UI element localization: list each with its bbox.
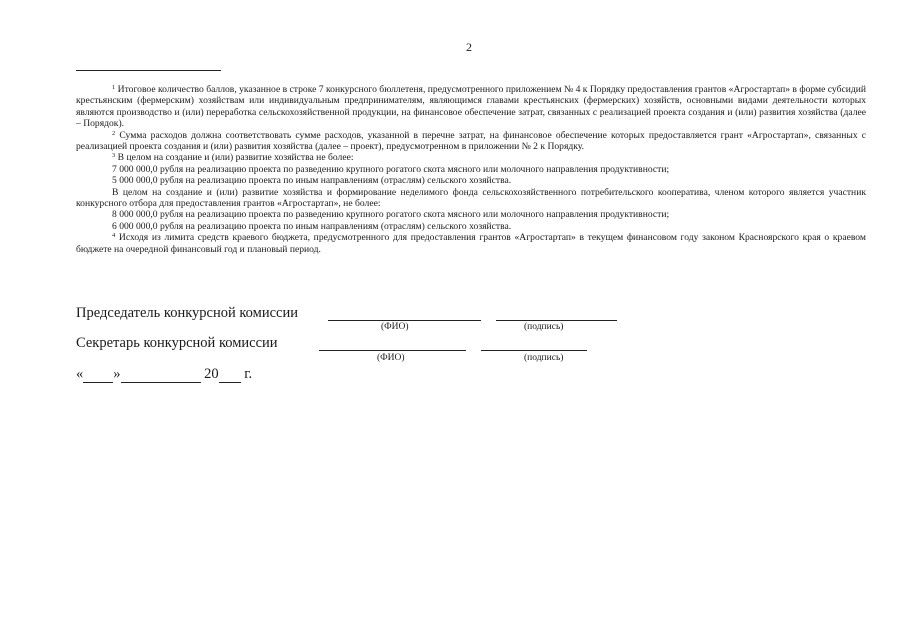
footnote-marker: 2: [112, 129, 116, 137]
month-blank[interactable]: [121, 368, 201, 383]
footnote-3: [76, 152, 866, 163]
footnote-line: 5 000 000,0 рубля на реализацию проекта по иным направлениям (отраслям) сельского хозяйства.: [112, 175, 512, 187]
date-line: [76, 366, 252, 383]
footnote-text: Итоговое количество баллов, указанное в строке 7 конкурсного бюллетеня, предусмотренного приложением № 4 к Порядку предоставления грантов «Агростартап» в форме субсидий крестьянским (фермерским) хозяйствам или индивидуальным предпринимателям, являющимся главами крестьянских (фермерских) хозяйств, основными видами деятельности которых являются производство и (или) переработка сельскохозяйственной продукции, на финансовое обеспечение затрат, связанных с реализацией проекта создания и (или) развития хозяйства (далее – Порядок).: [76, 84, 866, 130]
footnote-separator: [76, 70, 221, 71]
footnote-marker: 4: [112, 232, 116, 240]
date-close-quote: »: [113, 366, 121, 382]
footnote-line: 7 000 000,0 рубля на реализацию проекта по разведению крупного рогатого скота мясного или молочного направления продуктивности;: [112, 163, 670, 175]
day-blank[interactable]: [83, 368, 113, 383]
chairman-signature-line[interactable]: [496, 320, 617, 321]
footnote-text: В целом на создание и (или) развитие хозяйства не более:: [117, 152, 354, 164]
chairman-signature-caption: (подпись): [524, 322, 564, 332]
chairman-fio-caption: (ФИО): [381, 322, 409, 332]
footnote-line: 8 000 000,0 рубля на реализацию проекта по разведению крупного рогатого скота мясного или молочного направления продуктивности;: [112, 209, 670, 221]
secretary-signature-caption: (подпись): [524, 353, 564, 363]
footnote-1: [76, 84, 866, 130]
footnotes-block: [76, 84, 866, 255]
chairman-fio-line[interactable]: [328, 320, 481, 321]
chairman-label: Председатель конкурсной комиссии: [76, 305, 298, 321]
footnote-text: Сумма расходов должна соответствовать сумме расходов, указанной в перечне затрат, на финансовое обеспечение которых предоставляется грант «Агростартап», связанных с реализацией проекта создания и (или) развития хозяйства (далее – проект), предусмотренном в приложении № 2 к Порядку.: [76, 129, 866, 153]
footnote-2: [76, 130, 866, 153]
year-suffix: г.: [244, 366, 253, 382]
footnote-line: 6 000 000,0 рубля на реализацию проекта по иным направлениям (отраслям) сельского хозяйства.: [112, 220, 512, 232]
date-open-quote: «: [76, 366, 84, 382]
page-number: 2: [466, 40, 472, 54]
year-prefix: 20: [204, 366, 219, 382]
footnote-text: Исходя из лимита средств краевого бюджета, предусмотренного для предоставления грантов «Агростартап» в текущем финансовом году законом Красноярского края о краевом бюджете на очередной финансовый год и плановый период.: [76, 232, 866, 255]
secretary-fio-caption: (ФИО): [377, 353, 405, 363]
year-blank[interactable]: [219, 368, 241, 383]
footnote-marker: 1: [112, 84, 116, 91]
secretary-signature-line[interactable]: [481, 350, 587, 351]
footnote-4: [76, 232, 866, 255]
secretary-label: Секретарь конкурсной комиссии: [76, 335, 278, 351]
secretary-fio-line[interactable]: [319, 350, 466, 351]
footnote-line: В целом на создание и (или) развитие хозяйства и формирование неделимого фонда сельскохозяйственного потребительского кооператива, членом которого является участник конкурсного отбора для предоставления грантов «Агростартап», не более:: [76, 186, 866, 210]
footnote-marker: 3: [112, 152, 116, 160]
